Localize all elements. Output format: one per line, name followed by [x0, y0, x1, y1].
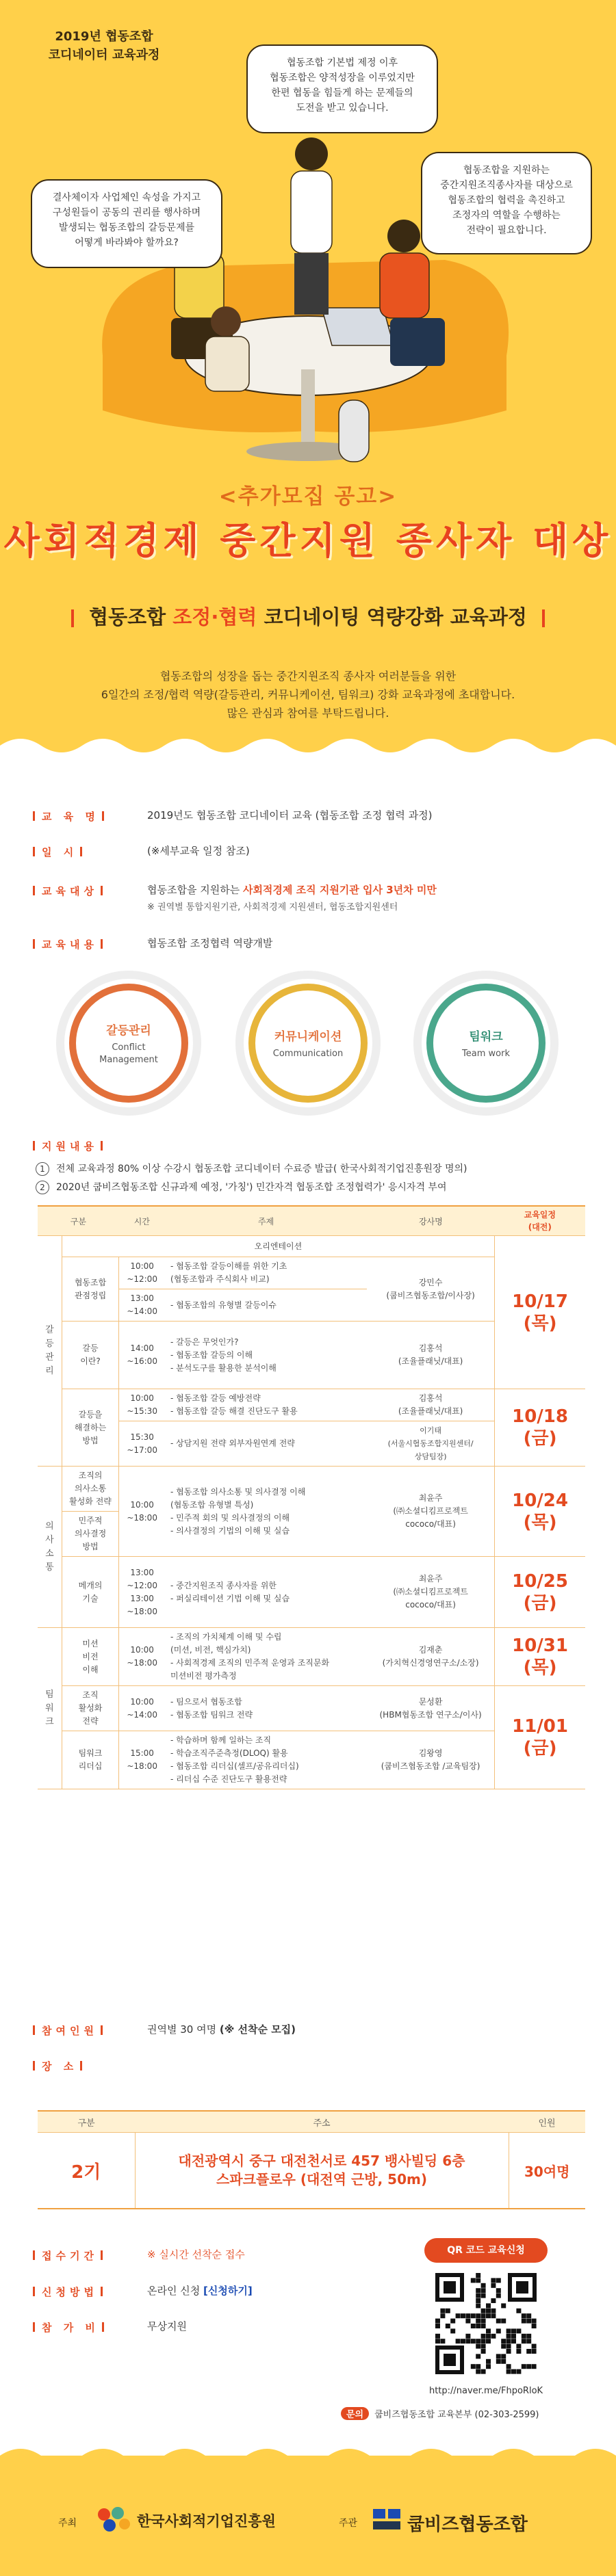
circle-label-en: Team work: [462, 1048, 510, 1059]
lecturer-cell: 김재춘 (가치혁신경영연구소/소장): [367, 1628, 495, 1686]
place-address: 대전광역시 중구 대전천서로 457 뱅사빌딩 6층 스파크플로우 (대전역 근방, 50m): [135, 2133, 509, 2209]
target-value: [147, 882, 437, 916]
place-gi: 2기: [38, 2133, 135, 2209]
place-table: [38, 2110, 585, 2209]
lecturer-cell: 김홍석 (조율플래닛/대표): [367, 1389, 495, 1421]
place-capacity: 30여명: [509, 2133, 585, 2209]
topic-cell: - 협동조합의 유형별 갈등이슈: [165, 1289, 367, 1322]
time-cell: 15:30 ~17:00: [119, 1421, 165, 1467]
manage-org: 쿱비즈협동조합: [407, 2514, 528, 2535]
subtopic: 조직 활성화 전략: [62, 1686, 119, 1731]
subtopic: 조직의 의사소통 활성화 전략: [62, 1467, 119, 1512]
time-cell: 10:00 ~18:00: [119, 1467, 165, 1557]
topic-cell: - 중간지원조직 종사자를 위한 - 퍼실리테이션 기법 이해 및 실습: [165, 1557, 367, 1628]
topic-cell: - 조직의 가치체계 이해 및 수립 (미션, 비전, 핵심가치) - 사회적경제 조직의 민주적 운영과 조직문화 미션비전 평가측정: [165, 1628, 367, 1686]
support-item-2: 2 2020년 쿱비즈협동조합 신규과제 예정, '가칭') 민간자격 협동조합 조정협력가' 응시자격 부여: [36, 1180, 446, 1194]
bubble-3-line: 전략이 필요합니다.: [466, 225, 547, 236]
course-label: 교 육 명: [33, 809, 122, 824]
footer-wave: [0, 2442, 616, 2469]
qr-url[interactable]: http://naver.me/FhpoRloK: [428, 2386, 543, 2396]
intro-line: 협동조합의 성장을 돕는 중간지원조직 종사자 여러분들을 위한: [159, 670, 457, 683]
lecturer-cell: 최윤주 (㈜소셜디킴프로젝트 cococo/대표): [367, 1557, 495, 1628]
target-highlight: 사회적경제 조직 지원기관 입사 3년차 미만: [242, 884, 437, 896]
qr-badge: QR 코드 교육신청: [424, 2238, 548, 2263]
promo-headline: 사회적경제 중간지원 종사자 대상: [3, 519, 613, 562]
date-value: (※세부교육 일정 참조): [147, 845, 250, 857]
time-cell: 10:00 ~12:00: [119, 1257, 165, 1289]
subtopic: 협동조합 관점정립: [62, 1257, 119, 1322]
divider-bar: [71, 609, 74, 627]
col-header: 구분: [38, 1206, 119, 1236]
participants-label: 참여인원: [33, 2023, 122, 2038]
circle-teamwork: [411, 968, 561, 1118]
lecturer-cell: 문성환 (HBM협동조합 연구소/이사): [367, 1686, 495, 1731]
course-tag-line2: 코디네이터 교육과정: [48, 48, 160, 62]
time-cell: 13:00 ~12:00 13:00 ~18:00: [119, 1557, 165, 1628]
topic-cell: - 학습하며 함께 일하는 조직 - 학습조직주준측정(DLOQ) 활용 - 협동조합 리더십(셀프/공유리더십) - 리더십 수준 진단도구 활용전략: [165, 1731, 367, 1789]
col-header-date: 교육일정 (대전): [495, 1206, 585, 1236]
content-value: 협동조합 조정협력 역량개발: [147, 937, 273, 949]
bubble-2-line: 결사체이자 사업체인 속성을 가지고: [52, 192, 201, 203]
time-cell: 15:00 ~18:00: [119, 1731, 165, 1789]
bubble-1-line: 협동조합은 양적성장을 이루었지만: [270, 73, 415, 83]
contact-pill: 문의: [341, 2407, 369, 2420]
content-label: 교육내용: [33, 937, 122, 951]
course-tag-line1: 2019년 협동조합: [55, 29, 153, 44]
col-header: 인원: [509, 2111, 585, 2133]
circle-label-ko: 팀워크: [469, 1029, 503, 1044]
manage-label: 주관: [339, 2518, 358, 2529]
host-logo-icon: [94, 2505, 133, 2532]
circle-label-ko: 커뮤니케이션: [274, 1029, 342, 1044]
target-note: ※ 권역별 통합지원기관, 사회적경제 지원센터, 협동조합지원센터: [147, 902, 398, 912]
date-cell: 10/31 (목): [495, 1628, 585, 1686]
bubble-3-line: 협동조합의 협력을 촉진하고: [448, 195, 565, 206]
host-org: 한국사회적기업진흥원: [137, 2513, 276, 2529]
date-cell: 10/18 (금): [495, 1389, 585, 1467]
course-tag: [36, 27, 172, 64]
target-text: 협동조합을 지원하는: [147, 884, 243, 896]
col-header: 시간: [119, 1206, 165, 1236]
bubble-2-line: 발생되는 협동조합의 갈등문제를: [58, 222, 195, 233]
promo-notice: <추가모집 공고>: [218, 484, 398, 509]
lecturer-cell: 강민수 (쿱비즈협동조합/이사장): [367, 1257, 495, 1322]
bubble-3-line: 조정자의 역할을 수행하는: [452, 210, 561, 221]
bubble-2-line: 구성원들이 공동의 권리를 행사하며: [52, 207, 201, 218]
intro-line: 많은 관심과 참여를 부탁드립니다.: [227, 707, 389, 720]
lecturer-cell: 김홍석 (조율플래닛/대표): [367, 1322, 495, 1389]
topic-cell: - 협동조합 의사소통 및 의사결정 이해 (협동조합 유형별 특성) - 민주적 회의 및 의사결정의 이해 - 의사결정의 기법의 이해 및 실습: [165, 1467, 367, 1557]
time-cell: 10:00 ~14:00: [119, 1686, 165, 1731]
method-value: 온라인 신청 [신청하기]: [147, 2285, 253, 2297]
support-label: 지원내용: [33, 1139, 122, 1153]
circle-label-ko: 갈등관리: [106, 1023, 151, 1038]
subtopic: 갈등을 해결하는 방법: [62, 1389, 119, 1467]
schedule-table: [38, 1205, 585, 1789]
circle-label-en: Conflict Management: [99, 1042, 158, 1065]
topic-cell: - 상담지원 전략 외부자원연계 전략: [165, 1421, 367, 1467]
date-label: 일 시: [33, 845, 122, 859]
time-cell: 14:00 ~16:00: [119, 1322, 165, 1389]
bubble-1-line: 한편 협동을 힘들게 하는 문제들의: [271, 88, 413, 98]
col-header: 주제: [165, 1206, 367, 1236]
topic-cell: - 협동조합 갈등 예방전략 - 협동조합 갈등 해결 진단도구 활용: [165, 1389, 367, 1421]
category-conflict: 갈 등 관 리: [38, 1236, 62, 1467]
bubble-1-line: 도전을 받고 있습니다.: [296, 103, 389, 114]
time-cell: 10:00 ~15:30: [119, 1389, 165, 1421]
intro-line: 6일간의 조정/협력 역량(갈등관리, 커뮤니케이션, 팀워크) 강화 교육과정에 초대합니다.: [101, 688, 515, 701]
topic-cell: - 협동조합 갈등이해를 위한 기초 (협동조합과 주식회사 비교): [165, 1257, 367, 1289]
manage-logo-icon: [373, 2508, 403, 2532]
hero-banner: [0, 0, 616, 759]
support-item-1: 1 전체 교육과정 80% 이상 수강시 협동조합 코디네이터 수료증 발급( 한국사회적기업진흥원장 명의): [36, 1161, 467, 1176]
period-value: ※ 실시간 선착순 접수: [147, 2248, 245, 2261]
subtopic: 민주적 의사결정 방법: [62, 1512, 119, 1557]
contact-info: [341, 2407, 539, 2420]
circle-conflict-management: [53, 968, 204, 1118]
circle-label-en: Communication: [272, 1048, 344, 1059]
lecturer-cell: 최윤주 (㈜소셜디킴프로젝트 cococo/대표): [367, 1467, 495, 1557]
date-cell: 10/24 (목): [495, 1467, 585, 1557]
lecturer-cell: 이기태 (서울시협동조합지원센터/ 상담팀장): [367, 1421, 495, 1467]
course-value: 2019년도 협동조합 코디네이터 교육 (협동조합 조정 협력 과정): [147, 809, 433, 822]
intro-text: [0, 667, 616, 722]
apply-link[interactable]: [신청하기]: [203, 2285, 253, 2297]
fee-value: 무상지원: [147, 2320, 187, 2332]
subtopic: 메개의 기술: [62, 1557, 119, 1628]
speech-bubble-1: [246, 44, 438, 133]
divider-bar: [542, 609, 545, 627]
contact-text: 쿱비즈협동조합 교육본부 (02-303-2599): [374, 2410, 539, 2420]
speech-bubble-3: [421, 152, 592, 254]
target-label: 교육대상: [33, 884, 122, 898]
time-cell: 13:00 ~14:00: [119, 1289, 165, 1322]
footer: [0, 2456, 616, 2576]
method-label: 신청방법: [33, 2285, 122, 2299]
participants-value: 권역별 30 여명 (※ 선착순 모집): [147, 2023, 296, 2036]
lecturer-cell: 김왕영 (쿱비즈협동조합 /교육팀장): [367, 1731, 495, 1789]
place-label: 장 소: [33, 2059, 122, 2073]
date-cell: 11/01 (금): [495, 1686, 585, 1789]
bubble-1-line: 협동조합 기본법 제정 이후: [286, 57, 398, 68]
bubble-3-line: 중간지원조직종사자를 대상으로: [440, 180, 573, 191]
col-header: 강사명: [367, 1206, 495, 1236]
subtopic: 갈등 이란?: [62, 1322, 119, 1389]
subtopic: 미션 비전 이해: [62, 1628, 119, 1686]
bubble-2-line: 어떻게 바라봐야 할까요?: [75, 237, 179, 248]
promo-sub-highlight: 조정·협력: [172, 605, 257, 629]
period-label: 접수기간: [33, 2248, 122, 2263]
date-cell: 10/25 (금): [495, 1557, 585, 1628]
category-teamwork: 팀 워 크: [38, 1628, 62, 1789]
host-label: 주최: [58, 2518, 77, 2529]
date-cell: 10/17 (목): [495, 1236, 585, 1389]
promo-sub-a: 협동조합: [89, 605, 173, 629]
wave-divider: [0, 732, 616, 759]
category-communication: 의 사 소 통: [38, 1467, 62, 1628]
bubble-3-line: 협동조합을 지원하는: [463, 165, 550, 176]
subtopic: 팀워크 리더십: [62, 1731, 119, 1789]
col-header: 주소: [135, 2111, 509, 2133]
qr-code[interactable]: [431, 2269, 541, 2378]
topic-cell: - 팀으로서 협동조합 - 협동조합 팀워크 전략: [165, 1686, 367, 1731]
promo-sub-b: 코디네이팅 역량강화 교육과정: [257, 605, 527, 629]
circle-communication: [233, 968, 383, 1118]
promo-subtitle: [0, 602, 616, 630]
fee-label: 참 가 비: [33, 2320, 122, 2335]
time-cell: 10:00 ~18:00: [119, 1628, 165, 1686]
speech-bubble-2: [31, 179, 222, 268]
col-header: 구분: [38, 2111, 135, 2133]
orientation-row: 오리엔테이션: [62, 1236, 494, 1257]
topic-cell: - 갈등은 무엇인가? - 협동조합 갈등의 이해 - 분석도구를 활용한 분석이해: [165, 1322, 367, 1389]
